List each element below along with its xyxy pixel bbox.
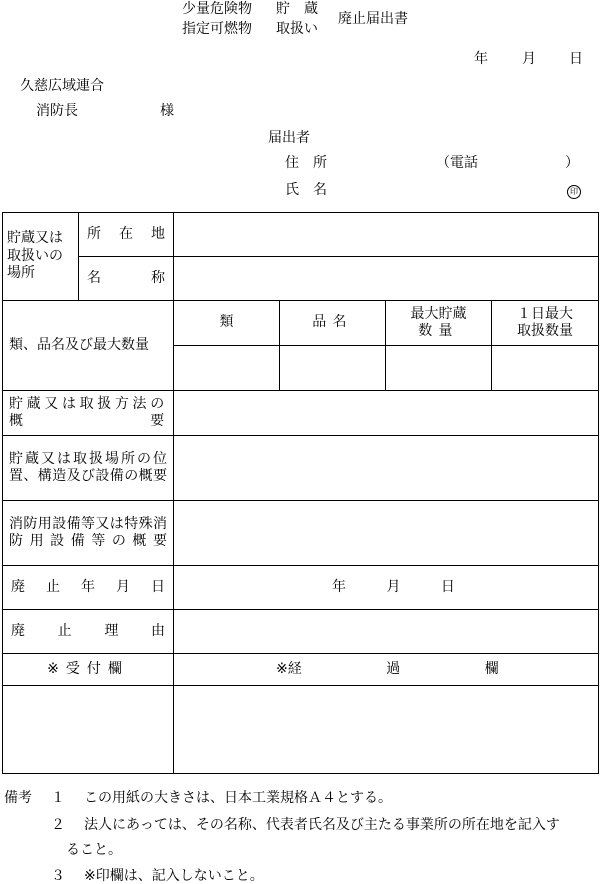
remark-1-text: この用紙の大きさは、日本工業規格Ａ４とする。 (84, 790, 392, 806)
notifier-phone-open: （電話 (436, 155, 478, 171)
remarks-label: 備考 (4, 790, 32, 806)
handling-label: 取扱い (276, 21, 318, 37)
remark-2-text-cont: ること。 (66, 842, 122, 858)
addressee-org: 久慈広域連合 (20, 78, 104, 94)
firefighting-label: 消防用設備等又は特殊消防用設備等の概要 (9, 515, 167, 549)
notifier-phone-close: ） (565, 155, 579, 171)
name-value-field[interactable] (174, 257, 599, 301)
abolition-date-label: 廃止年月日 (3, 566, 174, 610)
remark-2-text: 法人にあっては、その名称、代表者氏名及び主たる事業所の所在地を記入す (84, 817, 560, 833)
location-row-label: 所在地 (79, 213, 174, 257)
addressee-chief: 消防長 (36, 103, 78, 119)
notification-form-table (2, 212, 599, 774)
class-value-field[interactable] (174, 346, 280, 391)
document-title: 廃止届出書 (338, 11, 408, 27)
remark-3-number: ３ (51, 868, 65, 884)
remark-2-number: ２ (51, 817, 65, 833)
notifier-name-label: 氏 名 (285, 182, 327, 198)
item-value-field[interactable] (280, 346, 386, 391)
progress-label-2: 過 (386, 660, 401, 677)
date-day: 日 (569, 51, 583, 67)
col-max-storage-header (386, 301, 492, 346)
seal-mark (567, 183, 581, 199)
col-max-daily-line2: 取扱数量 (517, 323, 573, 339)
addressee-honorific: 様 (160, 103, 174, 119)
notifier-address-label: 住 所 (285, 155, 327, 171)
abolition-date-day: 日 (440, 578, 455, 595)
col-max-storage-line2: 数量 (418, 323, 459, 339)
col-max-daily-header (492, 301, 599, 346)
max-daily-value-field[interactable] (492, 346, 599, 391)
seal-icon: 印 (567, 185, 581, 199)
col-class-header: 類 (174, 301, 280, 346)
location-value-field[interactable] (174, 213, 599, 257)
name-row-label: 名称 (79, 257, 174, 301)
progress-header (174, 654, 599, 686)
method-value-field[interactable] (174, 391, 599, 436)
progress-field (174, 686, 599, 774)
max-storage-value-field[interactable] (386, 346, 492, 391)
reception-header: ※受付欄 (3, 654, 174, 686)
location-group-cell (3, 213, 79, 301)
abolition-date-field[interactable] (174, 566, 599, 610)
storage-label: 貯 蔵 (276, 1, 318, 17)
method-label: 貯蔵又は取扱方法の概要 (9, 395, 167, 429)
location-group-label: 貯蔵又は取扱いの場所 (7, 230, 63, 282)
date-year: 年 (474, 51, 488, 67)
abolition-reason-label: 廃止理由 (3, 610, 174, 654)
remark-3-text: ※印欄は、記入しないこと。 (84, 868, 264, 884)
abolition-date-month: 月 (386, 578, 401, 595)
structure-label-cell (3, 436, 174, 501)
col-max-daily-line1: １日最大 (517, 305, 573, 322)
col-max-storage-line1: 最大貯蔵 (410, 305, 467, 322)
col-item-label: 品名 (312, 314, 353, 331)
abolition-date-year: 年 (332, 578, 346, 595)
firefighting-label-cell (3, 501, 174, 566)
abolition-reason-field[interactable] (174, 610, 599, 654)
designated-combustibles-label: 指定可燃物 (182, 21, 252, 37)
remark-1-number: １ (51, 790, 65, 806)
structure-value-field[interactable] (174, 436, 599, 501)
category-label: 類、品名及び最大数量 (3, 301, 174, 391)
progress-label-3: 欄 (484, 660, 499, 677)
method-label-cell (3, 391, 174, 436)
col-item-header (280, 301, 386, 346)
progress-label-1: ※経 (276, 660, 302, 677)
notifier-label: 届出者 (268, 130, 310, 146)
date-month: 月 (522, 51, 536, 67)
small-quantity-label: 少量危険物 (182, 1, 252, 17)
firefighting-value-field[interactable] (174, 501, 599, 566)
structure-label: 貯蔵又は取扱場所の位置、構造及び設備の概要 (9, 450, 167, 484)
reception-field (3, 686, 174, 774)
